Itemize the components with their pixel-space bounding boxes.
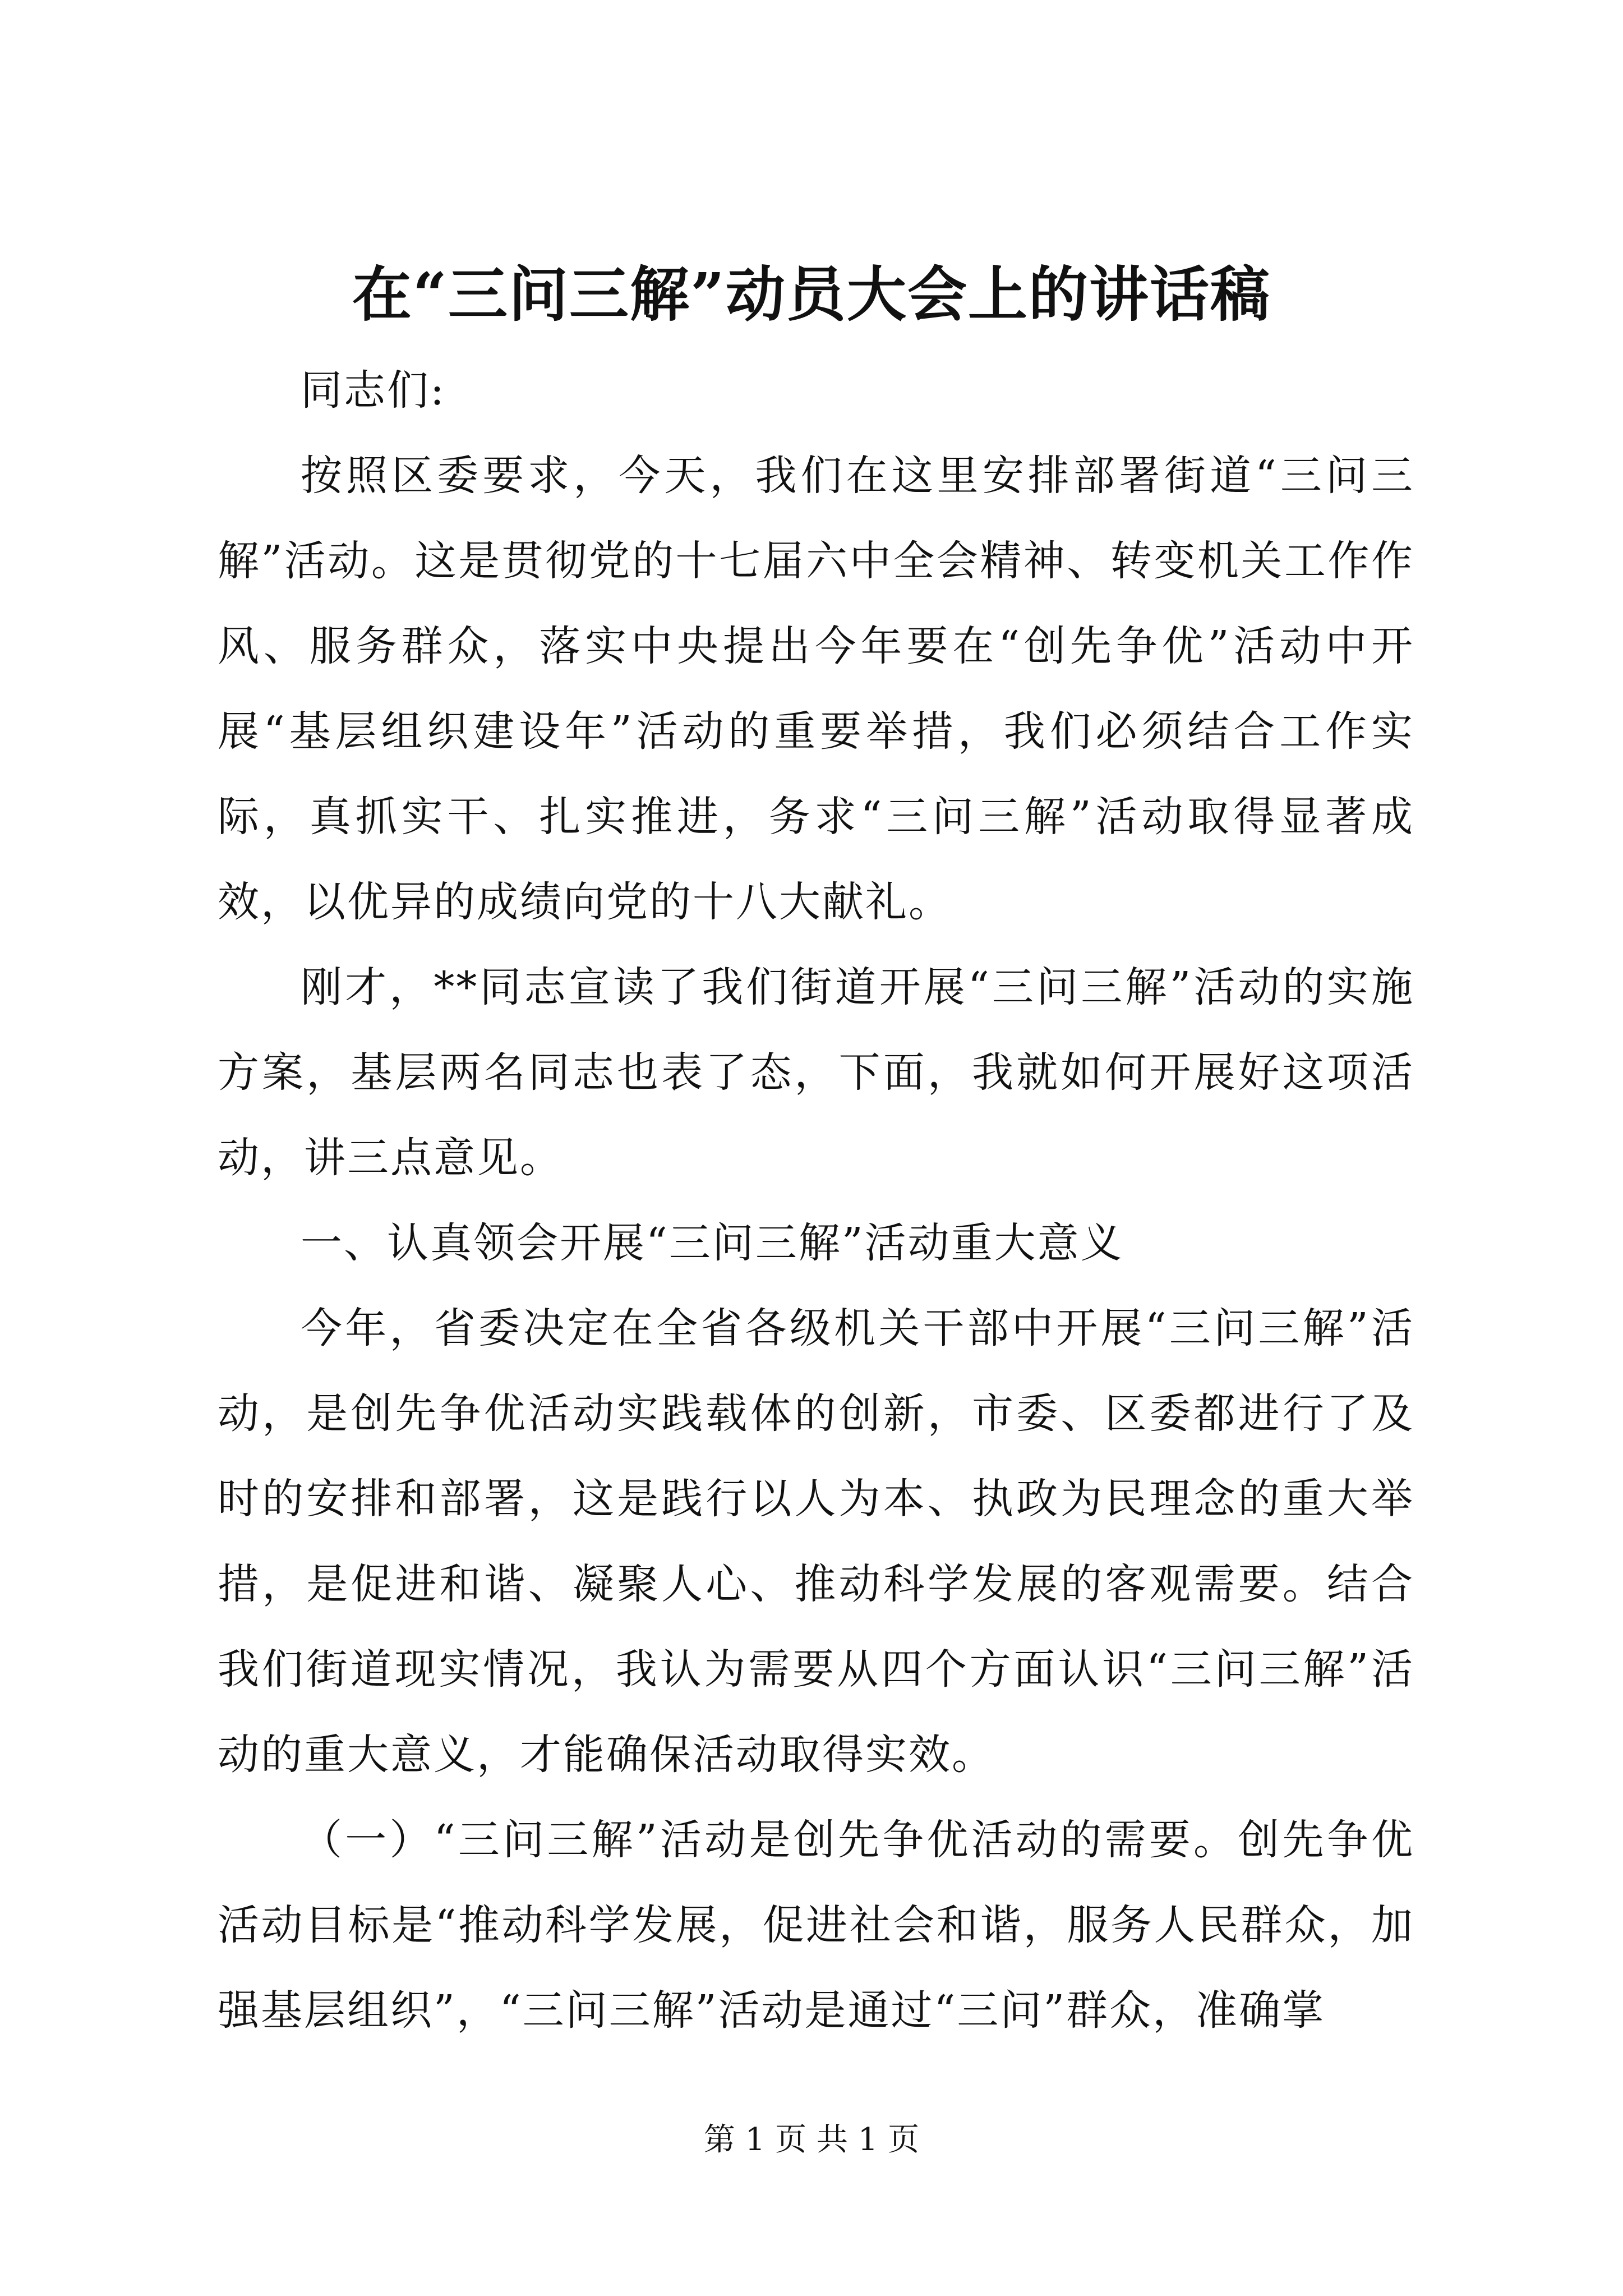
document-title: 在“三问三解”动员大会上的讲话稿 <box>352 259 1271 329</box>
document-body <box>218 348 1414 2053</box>
section-heading: 一、认真领会开展“三问三解”活动重大意义 <box>301 1219 1124 1267</box>
body-paragraph: 刚才，**同志宣读了我们街道开展“三问三解”活动的实施方案，基层两名同志也表了态，下面，我就如何开展好这项活动，讲三点意见。 <box>218 963 1414 1182</box>
body-paragraph: 按照区委要求，今天，我们在这里安排部署街道“三问三解”活动。这是贯彻党的十七届六中全会精神、转变机关工作作风、服务群众，落实中央提出今年要在“创先争优”活动中开展“基层组织建设年”活动的重要举措，我们必须结合工作实际，真抓实干、扎实推进，务求“三问三解”活动取得显著成效，以优异的成绩向党的十八大献礼。 <box>218 452 1414 926</box>
body-paragraph: 今年，省委决定在全省各级机关干部中开展“三问三解”活动，是创先争优活动实践载体的创新，市委、区委都进行了及时的安排和部署，这是践行以人为本、执政为民理念的重大举措，是促进和谐、凝聚人心、推动科学发展的客观需要。结合我们街道现实情况，我认为需要从四个方面认识“三问三解”活动的重大意义，才能确保活动取得实效。 <box>218 1304 1414 1779</box>
page-footer: 第 1 页 共 1 页 <box>703 2122 920 2158</box>
salutation: 同志们: <box>301 366 446 415</box>
body-paragraph: （一）“三问三解”活动是创先争优活动的需要。创先争优活动目标是“推动科学发展，促进社会和谐，服务人民群众，加强基层组织”，“三问三解”活动是通过“三问”群众，准确掌 <box>218 1816 1414 2035</box>
